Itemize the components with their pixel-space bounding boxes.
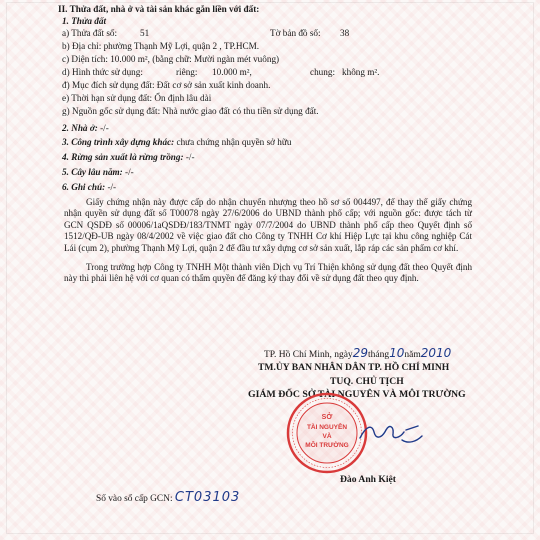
month-label: tháng [367,350,390,360]
year-label: năm [404,350,421,360]
usage-shared-value: không m². [342,67,380,77]
land-purpose-line: đ) Mục đích sử dụng đất: Đất cơ sở sản xuất kinh doanh. [62,80,271,90]
seal-text-mid: TÀI NGUYÊN [306,424,348,431]
usage-form-label: d) Hình thức sử dụng: [62,67,143,77]
planted-forest-heading: 4. Rừng sản xuất là rừng trồng: [62,152,184,162]
address-line: b) Địa chỉ: phường Thạnh Mỹ Lợi, quận 2 , TP.HCM. [62,41,260,51]
usage-private-label: riêng: [176,67,198,77]
usage-shared-label: chung: [310,67,336,77]
date-day: 29 [352,346,368,360]
perennial-trees-heading: 5. Cây lâu năm: [62,167,123,177]
section-title: II. Thửa đất, nhà ở và tài sản khác gắn liền với đất: [58,4,260,14]
notes-line [62,182,116,193]
date-year: 2010 [420,346,452,360]
date-month: 10 [389,346,405,360]
issuing-authority: TM.ỦY BAN NHÂN DÂN TP. HỒ CHÍ MINH [258,362,450,373]
parcel-number-label: a) Thửa đất số: [62,28,118,38]
notes-value: -/- [105,182,117,192]
house-heading: 2. Nhà ở: [62,123,98,133]
other-construction-line [62,137,291,148]
map-sheet-value: 38 [340,28,350,38]
note-paragraph-2: Trong trường hợp Công ty TNHH Một thành viên Dịch vụ Trí Thiện không sử dụng đất theo Quyết định này thì phải liên hệ với cơ quan có thẩm quyền để đăng ký thay đổi về sử dụng đất theo quy định. [64,262,472,284]
land-heading: 1. Thửa đất [62,16,107,26]
land-term-line: e) Thời hạn sử dụng đất: Ổn định lâu dài [62,93,212,103]
seal-text-bot: MÔI TRƯỜNG [305,442,349,449]
on-behalf-of-chairman: TUQ. CHỦ TỊCH [330,376,404,387]
notes-heading: 6. Ghi chú: [62,182,106,192]
parcel-number-value: 51 [140,28,150,38]
issue-date-line [264,348,451,361]
usage-private-value: 10.000 m², [212,67,252,77]
map-sheet-label: Tờ bản đồ số: [270,28,321,38]
seal-text-top: SỞ [321,414,333,421]
planted-forest-value: -/- [183,152,195,162]
house-value: -/- [97,123,109,133]
signer-name: Đào Anh Kiệt [340,474,396,485]
director-title: GIÁM ĐỐC SỞ TÀI NGUYÊN VÀ MÔI TRƯỜNG [248,389,466,400]
planted-forest-line [62,152,195,163]
registry-number: CT03103 [174,490,241,505]
seal-text-and: VÀ [322,433,332,440]
perennial-trees-value: -/- [122,167,134,177]
perennial-trees-line [62,167,134,178]
house-line [62,123,109,134]
date-prefix: TP. Hồ Chí Minh, ngày [264,350,353,360]
director-signature [356,418,426,448]
registry-label: Số vào sổ cấp GCN: [96,494,173,504]
other-construction-value: chưa chứng nhận quyền sở hữu [174,137,292,147]
land-origin-line: g) Nguồn gốc sử dụng đất: Nhà nước giao đất có thu tiền sử dụng đất. [62,106,319,116]
other-construction-heading: 3. Công trình xây dựng khác: [62,137,175,147]
area-line: c) Diện tích: 10.000 m², (bằng chữ: Mười ngàn mét vuông) [62,54,280,64]
note-paragraph-1: Giấy chứng nhận này được cấp do nhận chuyển nhượng theo hồ sơ số 004497, để thay thế giấy chứng nhận quyền sử dụng đất số T00078 ngày 27/6/2006 do UBND thành phố cấp; với nguồn gốc: được tách từ GCN QSDĐ số 00006/1aQSDĐ/183/TNMT ngày 07/7/2004 do UBND thành phố cấp theo Quyết định số 1512/QĐ-UB ngày 08/4/2002 về việc giao đất cho Công ty TNHH Cơ khí Hiệp Lực tại khu công nghiệp Cát Lái (cụm 2), phường Thạnh Mỹ Lợi, quận 2 để đầu tư xây dựng cơ sở sản xuất, lắp ráp các sản phẩm cơ khí. [64,197,472,253]
registry-line [96,492,240,505]
